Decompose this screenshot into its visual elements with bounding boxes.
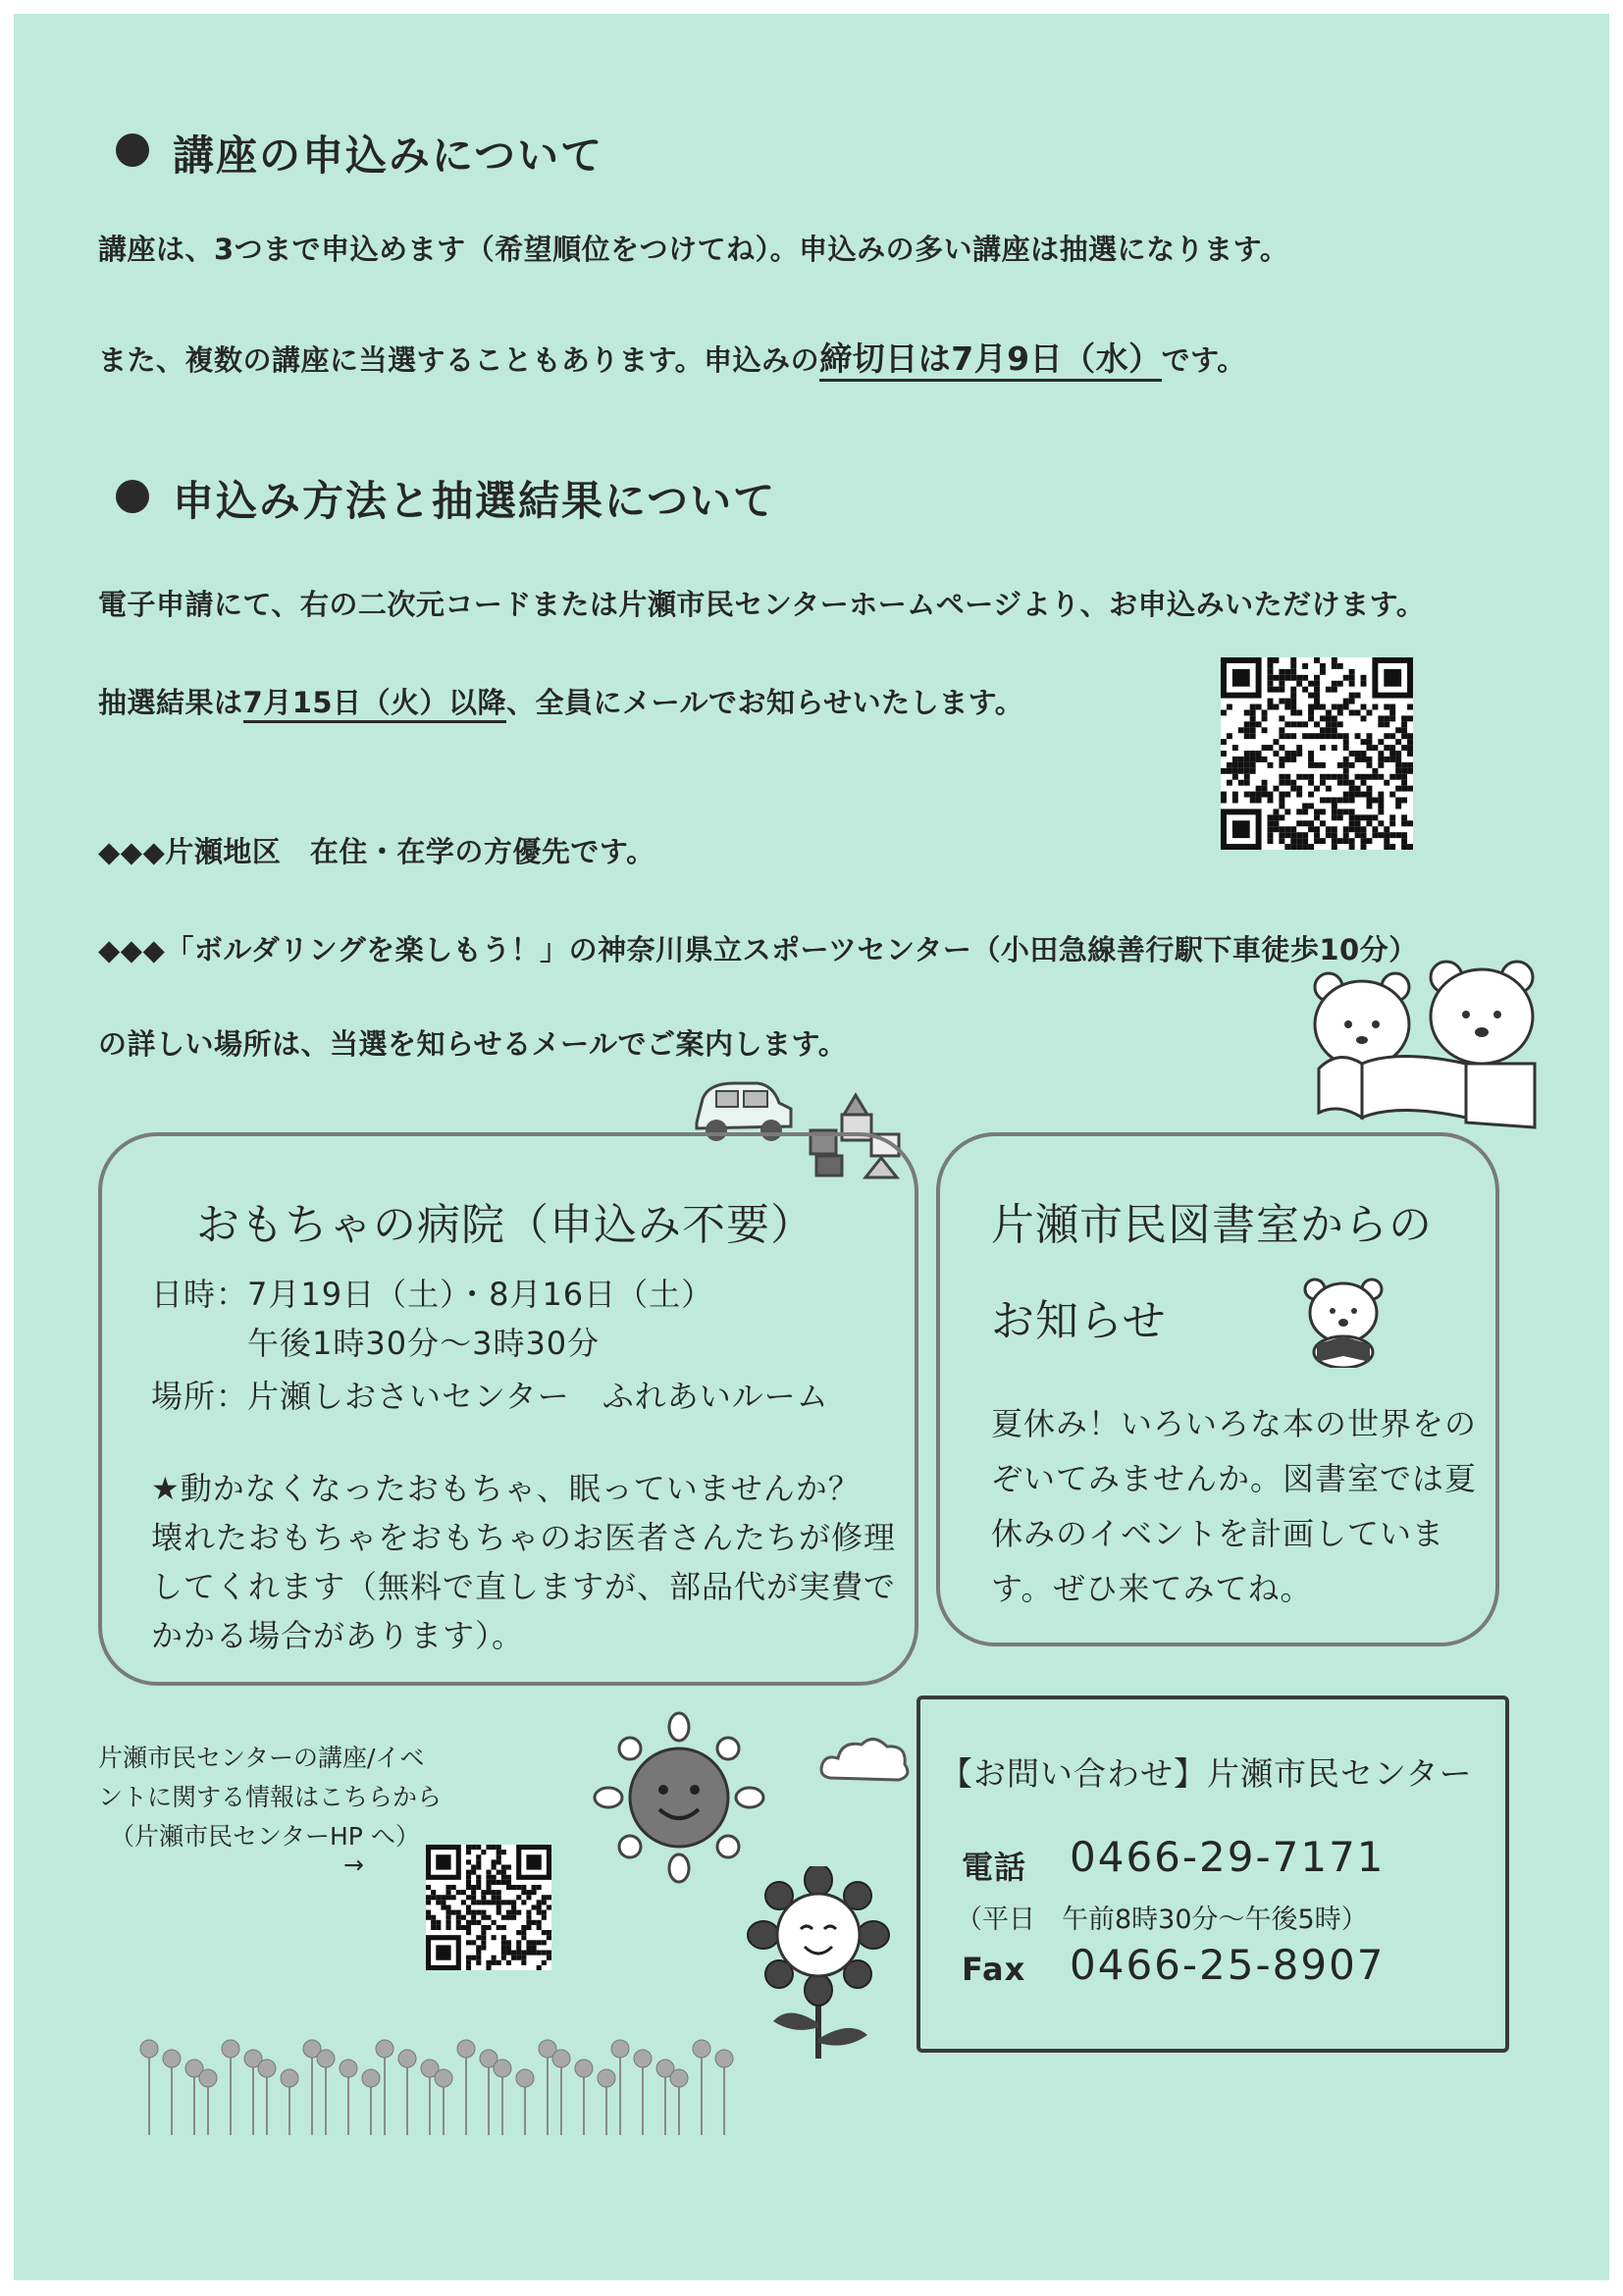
venue-line1: ◆◆◆「ボルダリングを楽しもう！」の神奈川県立スポーツセンター（小田急線善行駅下車徒歩10分） (98, 933, 1418, 966)
bullet-icon (116, 133, 149, 167)
sunflower-icon (740, 1866, 897, 2062)
library-title-line2: お知らせ (991, 1296, 1167, 1346)
section2-line2 (98, 681, 1023, 721)
sun-icon (591, 1709, 767, 1886)
toy-hospital-desc2: 壊れたおもちゃをおもちゃのお医者さんたちが修理 (151, 1519, 897, 1556)
toy-hospital-desc1: ★動かなくなったおもちゃ、眠っていませんか？ (151, 1470, 861, 1507)
venue-line2: の詳しい場所は、当選を知らせるメールでご案内します。 (98, 1027, 848, 1061)
library-body4: す。ぜひ来てみてね。 (991, 1570, 1313, 1607)
bears-reading-icon (1299, 956, 1544, 1132)
business-hours: （平日 午前8時30分～午後5時） (956, 1905, 1368, 1935)
flower-field-icon (139, 2019, 748, 2137)
toy-hospital-desc4: かかる場合があります）。 (151, 1617, 525, 1654)
section2-line1: 電子申請にて、右の二次元コードまたは片瀬市民センターホームページより、お申込みいただけます。 (98, 588, 1426, 621)
section1-heading: 講座の申込みについて (173, 131, 604, 180)
hp-info-line3: （片瀬市民センターHP へ） (110, 1822, 420, 1851)
hp-info-line2: ントに関する情報はこちらから (98, 1783, 443, 1811)
toy-hospital-place-label: 場所： (151, 1378, 249, 1415)
toy-hospital-place: 片瀬しおさいセンター ふれあいルーム (247, 1378, 829, 1415)
toy-hospital-desc3: してくれます（無料で直しますが、部品代が実費で (151, 1568, 897, 1605)
library-body2: ぞいてみませんか。図書室では夏 (991, 1460, 1478, 1497)
toy-hospital-date: 7月19日（土）・8月16日（土） (247, 1276, 714, 1313)
results-date: 7月15日（火）以降 (243, 686, 507, 723)
section2-line2-suffix: 、全員にメールでお知らせいたします。 (506, 686, 1024, 719)
bear-reading-icon (1299, 1274, 1387, 1368)
arrow-icon: → (343, 1851, 364, 1879)
section1-line2-prefix: また、複数の講座に当選することもあります。申込みの (98, 343, 820, 377)
fax-label: Fax (962, 1951, 1026, 1988)
priority-note: ◆◆◆片瀬地区 在住・在学の方優先です。 (98, 835, 655, 868)
tel-label: 電話 (962, 1849, 1027, 1886)
library-title-line1: 片瀬市民図書室からの (991, 1200, 1433, 1250)
section1-line2-suffix: です。 (1161, 343, 1246, 377)
contact-heading: 【お問い合わせ】片瀬市民センター (940, 1754, 1473, 1793)
library-body1: 夏休み！いろいろな本の世界をの (991, 1405, 1478, 1442)
flyer-page (14, 14, 1609, 2280)
bullet-icon (116, 480, 149, 513)
toy-hospital-title: おもちゃの病院（申込み不要） (196, 1200, 814, 1250)
section1-line2 (98, 334, 1246, 380)
fax-number: 0466-25-8907 (1070, 1941, 1386, 1989)
homepage-qr-code[interactable] (426, 1845, 551, 1970)
hp-info-line1: 片瀬市民センターの講座/イベ (98, 1744, 425, 1772)
toy-hospital-time: 午後1時30分～3時30分 (247, 1325, 601, 1362)
section1-line1: 講座は、3つまで申込めます（希望順位をつけてね）。申込みの多い講座は抽選になります。 (98, 233, 1289, 266)
cloud-icon (816, 1731, 915, 1790)
toy-hospital-date-label: 日時： (151, 1276, 249, 1313)
section2-heading: 申込み方法と抽選結果について (173, 477, 777, 525)
deadline-text: 締切日は7月9日（水） (819, 339, 1161, 382)
application-qr-code[interactable] (1221, 657, 1413, 850)
section2-line2-prefix: 抽選結果は (98, 686, 243, 719)
library-body3: 休みのイベントを計画していま (991, 1515, 1445, 1552)
tel-number[interactable]: 0466-29-7171 (1070, 1833, 1386, 1881)
